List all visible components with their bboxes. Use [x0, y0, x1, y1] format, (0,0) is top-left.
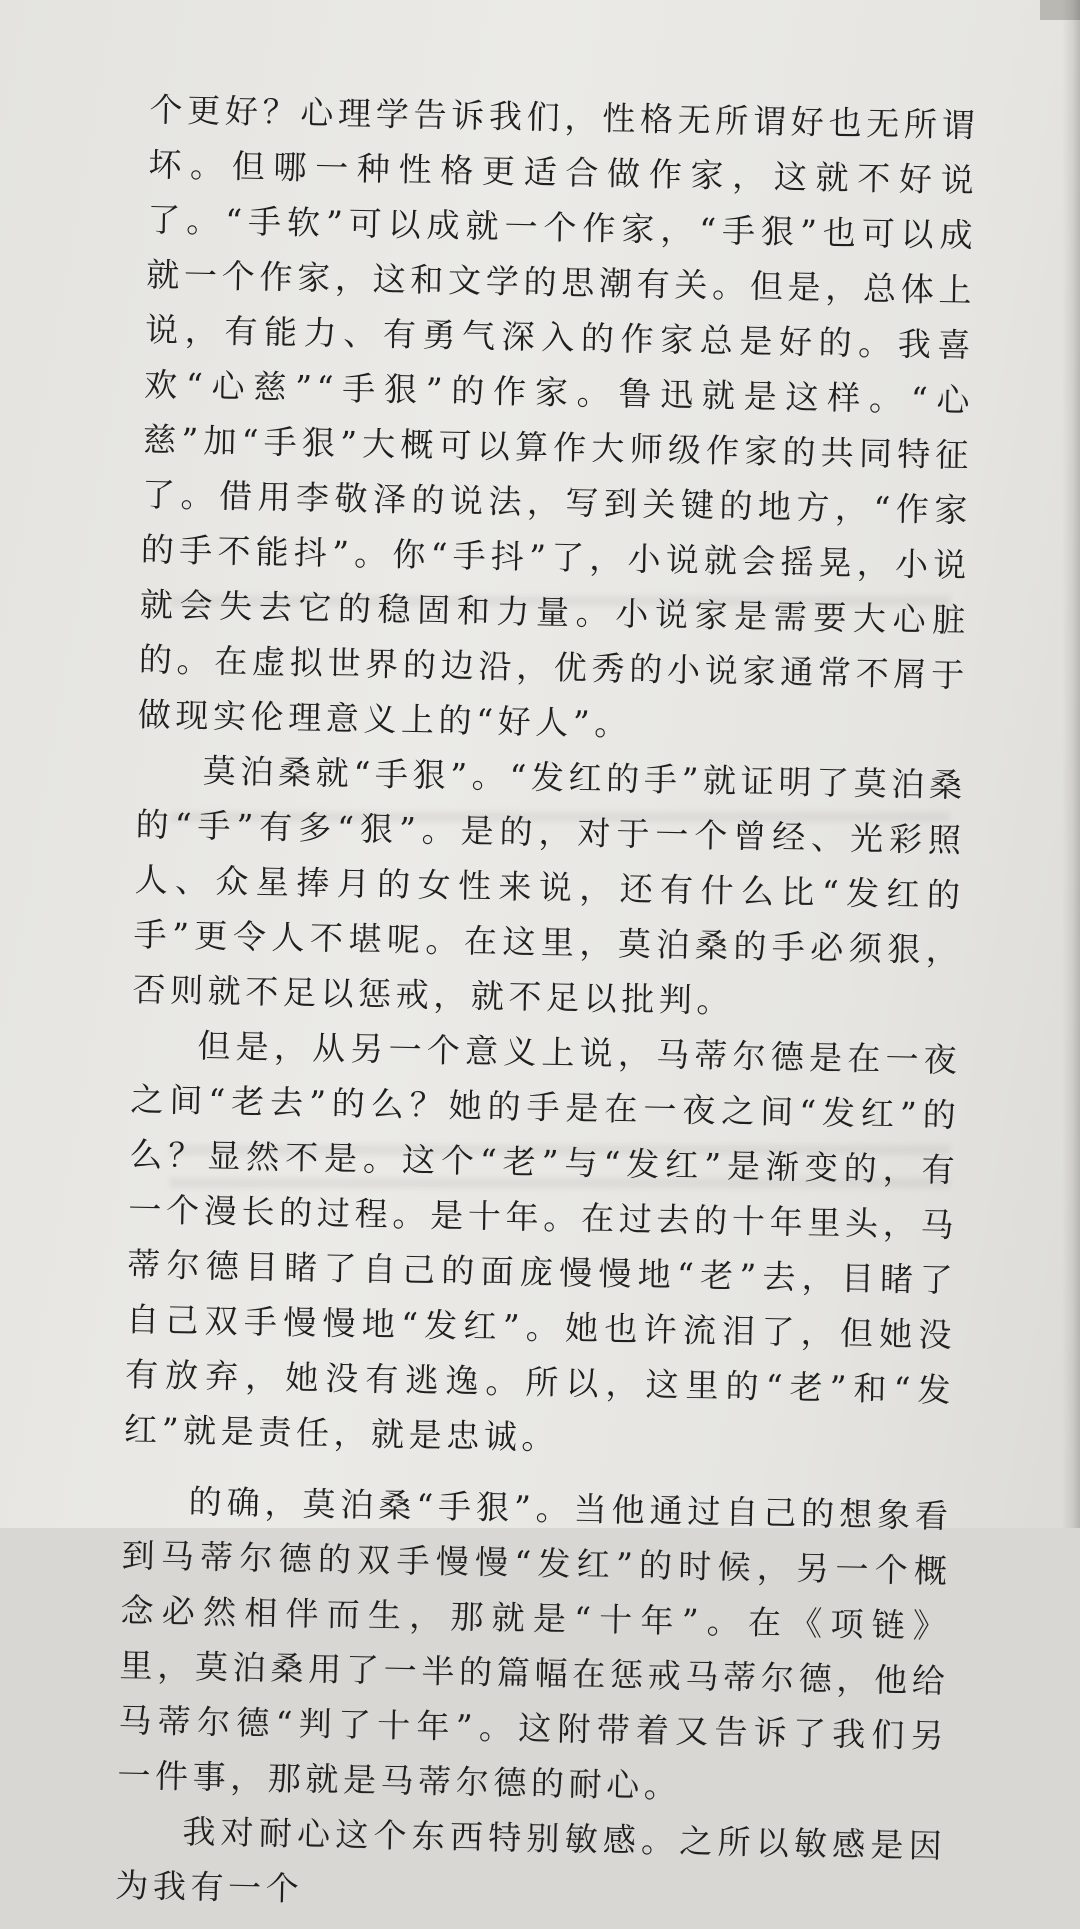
paragraph: 莫泊桑就“手狠”。“发红的手”就证明了莫泊桑的“手”有多“狠”。是的，对于一个曾经、光彩照人、众星捧月的女性来说，还有什么比“发红的手”更令人不堪呢。在这里，莫泊桑的手必须狠，否则就不足以惩戒，就不足以批判。 — [132, 751, 968, 1021]
paragraph: 个更好？心理学告诉我们，性格无所谓好也无所谓坏。但哪一种性格更适合做作家，这就不好说了。“手软”可以成就一个作家，“手狠”也可以成就一个作家，这和文学的思潮有关。但是，总体上说，有能力、有勇气深入的作家总是好的。我喜欢“心慈”“手狠”的作家。鲁迅就是这样。“心慈”加“手狠”大概可以算作大师级作家的共同特征了。借用李敬泽的说法，写到关键的地方，“作家的手不能抖”。你“手抖”了，小说就会摇晃，小说就会失去它的稳固和力量。小说家是需要大心脏的。在虚拟世界的边沿，优秀的小说家通常不屑于做现实伦理意义上的“好人”。 — [137, 89, 980, 744]
body-text — [115, 82, 980, 1929]
paragraph: 但是，从另一个意义上说，马蒂尔德是在一夜之间“老去”的么？她的手是在一夜之间“发红”的么？显然不是。这个“老”与“发红”是渐变的，有一个漫长的过程。是十年。在过去的十年里头，马蒂尔德目睹了自己的面庞慢慢地“老”去，目睹了自己双手慢慢地“发红”。她也许流泪了，但她没有放弃，她没有逃逸。所以，这里的“老”和“发红”就是责任，就是忠诚。 — [123, 1026, 962, 1458]
paragraph: 的确，莫泊桑“手狠”。当他通过自己的想象看到马蒂尔德的双手慢慢“发红”的时候，另一个概念必然相伴而生，那就是“十年”。在《项链》里，莫泊桑用了一半的篇幅在惩戒马蒂尔德，他给马蒂尔德“判了十年”。这附带着又告诉了我们另一件事，那就是马蒂尔德的耐心。 — [117, 1482, 953, 1806]
paragraph: 我对耐心这个东西特别敏感。之所以敏感是因为我有一个 — [115, 1811, 947, 1909]
page-edge-shadow — [1062, 0, 1080, 1528]
